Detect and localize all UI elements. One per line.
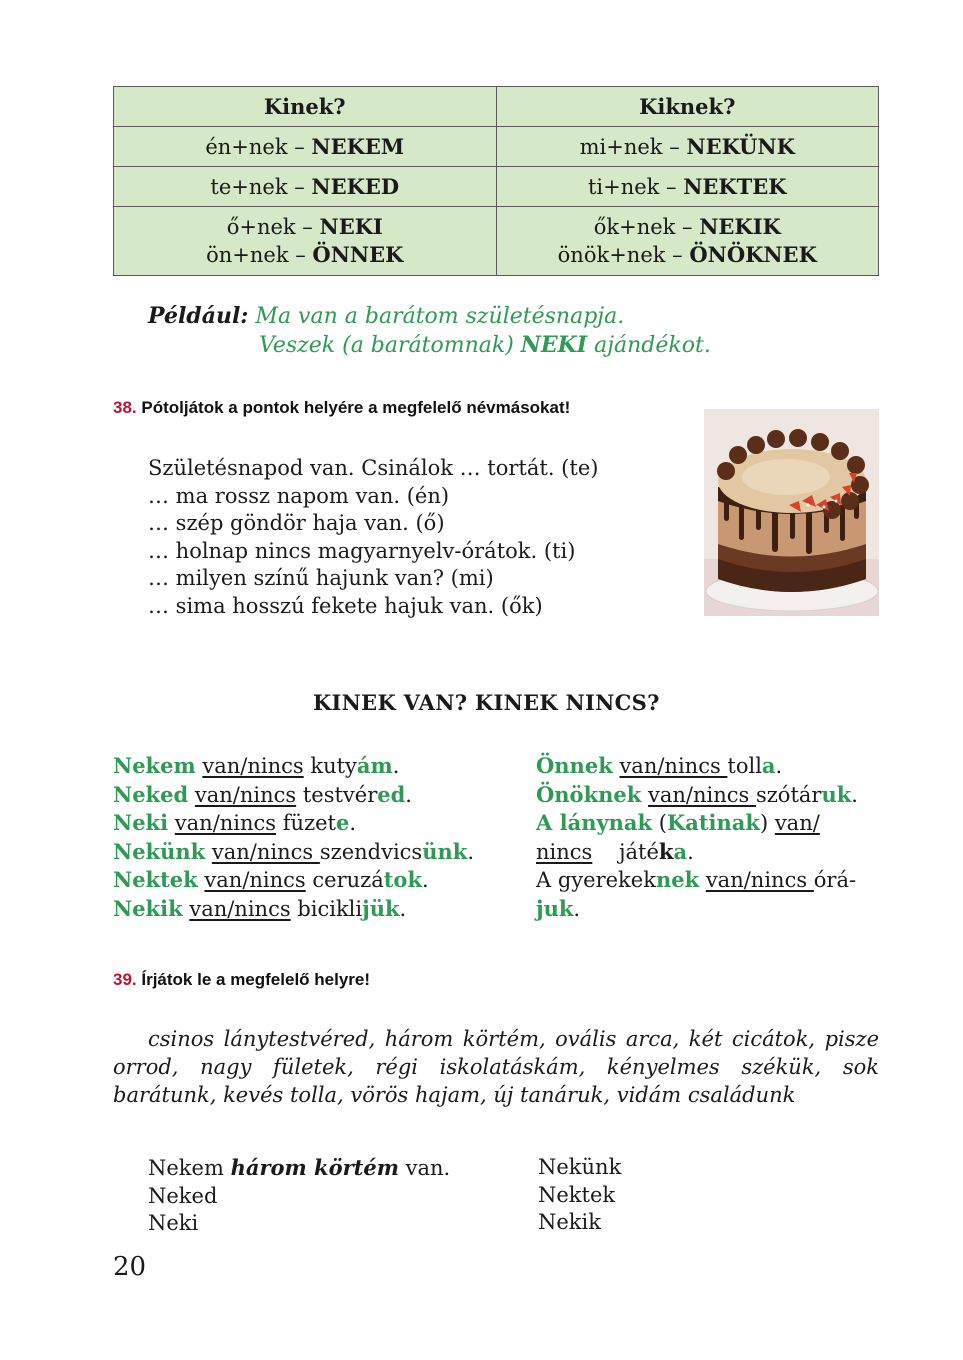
list-item: … szép göndör haja van. (ő) bbox=[148, 511, 445, 535]
list-item: Nekünk bbox=[538, 1155, 622, 1179]
list-item: Neked van/nincs testvéred. bbox=[113, 781, 412, 807]
list-item: Neki bbox=[148, 1211, 199, 1235]
example-sentence-1: Ma van a barátom születésnapja. bbox=[255, 304, 625, 329]
left-example-list bbox=[113, 752, 474, 923]
table-header-kinek: Kinek? bbox=[114, 87, 497, 127]
task-38-sentences bbox=[148, 455, 598, 620]
list-item: Nekem van/nincs kutyám. bbox=[113, 753, 400, 778]
list-item: Nekik bbox=[538, 1210, 601, 1234]
section-heading: KINEK VAN? KINEK NINCS? bbox=[313, 690, 660, 715]
task-number: 39. bbox=[113, 970, 137, 989]
list-item: Önöknek van/nincs szótáruk. bbox=[536, 781, 858, 807]
list-item: Önnek van/nincs tolla. bbox=[536, 753, 783, 778]
page-number: 20 bbox=[113, 1252, 147, 1282]
table-cell: én+nek – NEKEM bbox=[114, 127, 497, 167]
list-item: Nekünk van/nincs szendvicsünk. bbox=[113, 838, 474, 864]
list-item: … milyen színű hajunk van? (mi) bbox=[148, 566, 494, 590]
table-row bbox=[114, 167, 879, 207]
list-item: Születésnapod van. Csinálok … tortát. (te) bbox=[148, 456, 599, 480]
right-example-list bbox=[536, 752, 858, 923]
list-item: … holnap nincs magyarnyelv-órátok. (ti) bbox=[148, 538, 576, 563]
list-item: … sima hosszú fekete hajuk van. (ők) bbox=[148, 593, 543, 618]
list-item: Nekik van/nincs biciklijük. bbox=[113, 895, 407, 921]
table-cell: ő+nek – NEKI ön+nek – ÖNNEK bbox=[114, 207, 497, 276]
table-cell: mi+nek – NEKÜNK bbox=[496, 127, 879, 167]
list-item: … ma rossz napom van. (én) bbox=[148, 483, 450, 508]
task-39-left-answers bbox=[148, 1154, 450, 1238]
list-item: Neki van/nincs füzete. bbox=[113, 810, 357, 835]
table-row bbox=[114, 207, 879, 276]
list-item: Nektek bbox=[538, 1182, 616, 1207]
cake-image bbox=[704, 409, 879, 616]
pronoun-table bbox=[113, 86, 879, 276]
table-header-kiknek: Kiknek? bbox=[496, 87, 879, 127]
table-cell: ők+nek – NEKIK önök+nek – ÖNÖKNEK bbox=[496, 207, 879, 276]
table-cell: te+nek – NEKED bbox=[114, 167, 497, 207]
list-item: A gyerekeknek van/nincs órá- bbox=[536, 867, 857, 892]
task-39-word-list: csinos lánytestvéred, három körtém, ovális arca, két cicátok, pisze orrod, nagy fületek, régi iskolatáskám, kényelmes székük, sok barátunk, kevés tolla, vörös hajam, új tanáruk, vidám családunk bbox=[113, 1027, 879, 1107]
list-item: Neked bbox=[148, 1183, 218, 1208]
list-item: nincs játéka. bbox=[536, 838, 694, 864]
example-block bbox=[148, 302, 711, 360]
task-39-title: 39. Írjátok le a megfelelő helyre! bbox=[113, 970, 371, 989]
list-item: Nekem három körtém van. bbox=[148, 1155, 451, 1180]
task-38-title: 38. Pótoljátok a pontok helyére a megfelelő névmásokat! bbox=[113, 398, 571, 417]
table-row bbox=[114, 127, 879, 167]
task-39-right-answers bbox=[538, 1154, 621, 1237]
list-item: A lánynak (Katinak) van/ bbox=[536, 810, 820, 835]
example-sentence-2: Veszek (a barátomnak) NEKI ajándékot. bbox=[259, 332, 711, 358]
task-number: 38. bbox=[113, 398, 137, 417]
list-item: Nektek van/nincs ceruzátok. bbox=[113, 867, 429, 892]
example-label: Például: bbox=[148, 303, 249, 329]
table-cell: ti+nek – NEKTEK bbox=[496, 167, 879, 207]
list-item: juk. bbox=[536, 895, 581, 921]
